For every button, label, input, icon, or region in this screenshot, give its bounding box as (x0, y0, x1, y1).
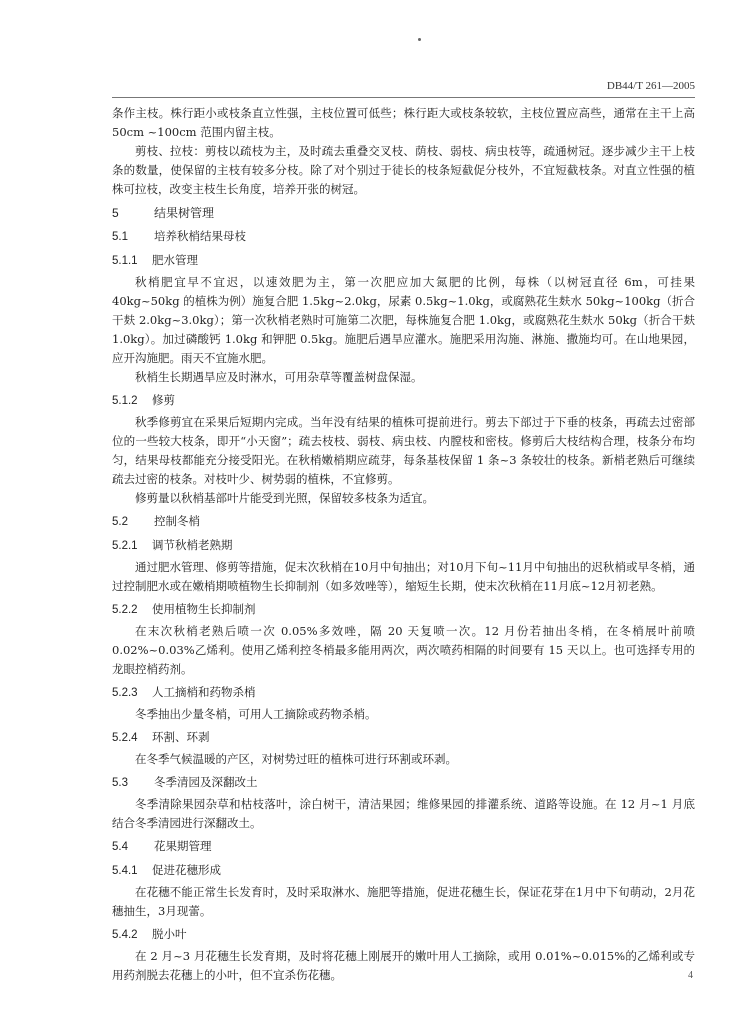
section-number: 5.2.3 (112, 687, 138, 699)
section-heading (112, 537, 695, 556)
section-title: 肥水管理 (152, 255, 198, 267)
scan-speck (418, 38, 421, 41)
paragraph: 秋季修剪宜在采果后短期内完成。当年没有结果的植株可提前进行。剪去下部过于下垂的枝条，再疏去过密部位的一些较大枝条，即开“小天窗”；疏去枝枝、弱枝、病虫枝、内膛枝和密枝。修剪后大枝结构合理，枝条分布均匀，结果母枝都能充分接受阳光。在秋梢嫩梢期应疏芽，每条基枝保留 1 条~3 条较壮的枝条。新梢老熟后可继续疏去过密的枝条。对枝叶少、树势弱的植株，不宜修剪。 (112, 415, 695, 486)
section-number: 5.2.4 (112, 732, 138, 744)
paragraph: 修剪量以秋梢基部叶片能受到光照，保留较多枝条为适宜。 (135, 491, 434, 505)
section-title: 修剪 (152, 395, 175, 407)
section-title: 培养秋梢结果母枝 (154, 231, 246, 243)
paragraph: 条作主枝。株行距小或枝条直立性强，主枝位置可低些；株行距大或枝条较软，主枝位置应高些，通常在主干上高 50cm ~100cm 范围内留主枝。 (112, 106, 695, 139)
paragraph: 在末次秋梢老熟后喷一次 0.05%多效唑，隔 20 天复喷一次。12 月份若抽出冬梢，在冬梢展叶前喷 0.02%~0.03%乙烯利。使用乙烯利控冬梢最多能用两次，两次喷药相隔的时间要有 15 天以上。也可选择专用的龙眼控梢药剂。 (112, 624, 695, 676)
section-number: 5.2.1 (112, 540, 138, 552)
section-number: 5.2 (112, 516, 128, 528)
section-title: 脱小叶 (152, 929, 187, 941)
paragraph: 秋梢肥宜早不宜迟，以速效肥为主，第一次肥应加大氮肥的比例，每株（以树冠直径 6m，可挂果 40kg~50kg 的植株为例）施复合肥 1.5kg~2.0kg，尿素 0.5kg~1.0kg，或腐熟花生麸水 50kg~100kg（折合干麸 2.0kg~3.0kg）；第一次秋梢老熟时可施第二次肥，每株施复合肥 1.0kg，或腐熟花生麸水 50kg（折合干麸 1.0kg）。加过磷酸钙 1.0kg 和钾肥 0.5kg。施肥后遇旱应灌水。施肥采用沟施、淋施、撒施均可。在山地果园，应开沟施肥。雨天不宜施水肥。 (112, 275, 695, 365)
section-title: 环割、环剥 (152, 732, 210, 744)
section-number: 5.4 (112, 841, 128, 853)
section-heading (112, 204, 695, 223)
section-title: 促进花穗形成 (152, 865, 221, 877)
section-heading (112, 729, 695, 748)
section-heading (112, 228, 695, 247)
section-title: 调节秋梢老熟期 (152, 540, 233, 552)
section-number: 5.4.2 (112, 929, 138, 941)
section-heading (112, 838, 695, 857)
section-heading (112, 774, 695, 793)
section-number: 5.1.1 (112, 255, 138, 267)
section-heading (112, 252, 695, 271)
section-title: 人工摘梢和药物杀梢 (152, 687, 256, 699)
paragraph: 通过肥水管理、修剪等措施，促末次秋梢在10月中旬抽出；对10月下旬~11月中旬抽出的迟秋梢或早冬梢，通过控制肥水或在嫩梢期喷植物生长抑制剂（如多效唑等），缩短生长期，使末次秋梢在11月底~12月初老熟。 (112, 560, 695, 593)
document-code: DB44/T 261—2005 (606, 80, 695, 92)
page-number: 4 (688, 970, 693, 981)
section-title: 控制冬梢 (154, 516, 200, 528)
section-heading (112, 513, 695, 532)
section-number: 5 (112, 206, 119, 220)
section-title: 冬季清园及深翻改土 (154, 777, 258, 789)
section-number: 5.1.2 (112, 395, 138, 407)
body-text (112, 104, 695, 985)
section-heading (112, 392, 695, 411)
paragraph: 在花穗不能正常生长发育时，及时采取淋水、施肥等措施，促进花穗生长，保证花芽在1月中下旬萌动，2月花穗抽生，3月现蕾。 (112, 885, 695, 918)
paragraph: 冬季抽出少量冬梢，可用人工摘除或药物杀梢。 (135, 707, 377, 721)
section-number: 5.1 (112, 231, 128, 243)
section-number: 5.4.1 (112, 865, 138, 877)
section-title: 结果树管理 (154, 206, 215, 220)
section-heading (112, 862, 695, 881)
section-heading (112, 601, 695, 620)
paragraph: 冬季清除果园杂草和枯枝落叶，涂白树干，清洁果园；维修果园的排灌系统、道路等设施。在 12 月~1 月底结合冬季清园进行深翻改土。 (112, 797, 695, 830)
section-heading (112, 926, 695, 945)
section-number: 5.2.2 (112, 604, 138, 616)
paragraph: 剪枝、拉枝：剪枝以疏枝为主，及时疏去重叠交叉枝、荫枝、弱枝、病虫枝等，疏通树冠。逐步减少主干上枝条的数量，使保留的主枝有较多分枝。除了对个别过于徒长的枝条短截促分枝外，不宜短截枝条。对直立性强的植株可拉枝，改变主枝生长角度，培养开张的树冠。 (112, 144, 695, 196)
paragraph: 在冬季气候温暖的产区，对树势过旺的植株可进行环割或环剥。 (135, 752, 457, 766)
section-title: 花果期管理 (154, 841, 212, 853)
section-title: 使用植物生长抑制剂 (152, 604, 256, 616)
section-number: 5.3 (112, 777, 128, 789)
section-heading (112, 684, 695, 703)
header-rule (112, 97, 695, 98)
paragraph: 在 2 月~3 月花穗生长发育期，及时将花穗上刚展开的嫩叶用人工摘除，或用 0.01%~0.015%的乙烯利或专用药剂脱去花穗上的小叶，但不宜杀伤花穗。 (112, 949, 695, 982)
paragraph: 秋梢生长期遇旱应及时淋水，可用杂草等覆盖树盘保湿。 (135, 370, 423, 384)
